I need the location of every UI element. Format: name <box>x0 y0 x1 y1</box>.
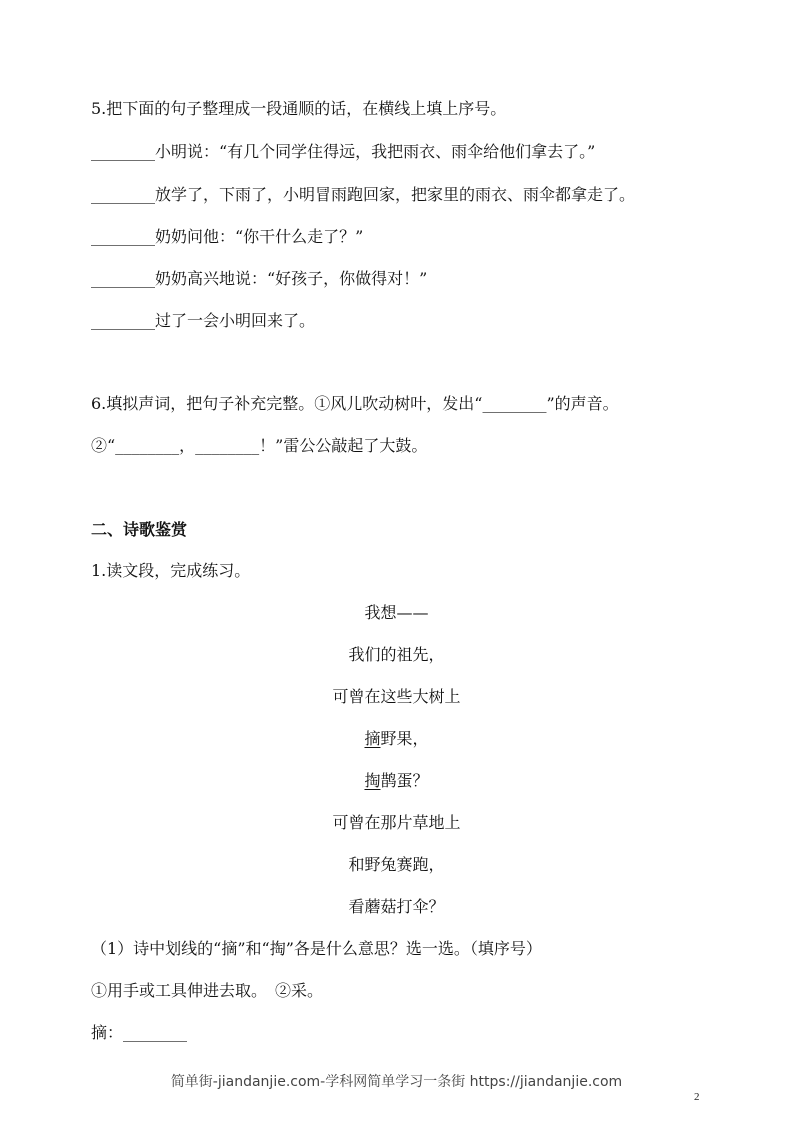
answer-blank: ________ <box>91 142 155 161</box>
answer-blank: ________ <box>91 311 155 330</box>
sub-question-text: （1）诗中划线的“摘”和“掏”各是什么意思？选一选。（填序号） <box>91 939 542 958</box>
answer-blank: ________ <box>91 269 155 288</box>
poem-line: 可曾在那片草地上 <box>332 813 461 832</box>
question-5-item <box>91 185 635 205</box>
page-number: 2 <box>694 1091 700 1103</box>
poem-line: 摘野果， <box>364 729 429 748</box>
question-5-title: 5.把下面的句子整理成一段通顺的话，在横线上填上序号。 <box>91 99 507 118</box>
poem-line: 和野兔赛跑， <box>348 855 445 874</box>
answer-blank: ________ <box>91 227 155 246</box>
sub-question-answer: 摘：________ <box>91 1023 188 1042</box>
underlined-word: 摘 <box>364 729 381 748</box>
underlined-word: 掏 <box>364 771 381 790</box>
question-5-item <box>91 311 315 331</box>
section-question-1: 1.读文段，完成练习。 <box>91 561 251 580</box>
poem-line: 掏鹊蛋？ <box>364 771 429 790</box>
section-heading: 二、诗歌鉴赏 <box>91 520 188 539</box>
item-text: 放学了，下雨了，小明冒雨跑回家，把家里的雨衣、雨伞都拿走了。 <box>155 185 636 204</box>
poem-line: 我想—— <box>364 603 429 622</box>
question-6-line-2: ②“________，________！”雷公公敲起了大鼓。 <box>91 436 428 455</box>
question-5-item <box>91 227 363 247</box>
question-5-item <box>91 142 595 162</box>
question-5-item <box>91 269 427 289</box>
answer-blank: ________ <box>91 185 155 204</box>
question-6-line-1: 6.填拟声词，把句子补充完整。①风儿吹动树叶，发出“________”的声音。 <box>91 394 619 413</box>
poem-line: 可曾在这些大树上 <box>332 687 461 706</box>
page-footer: 简单街-jiandanjie.com-学科网简单学习一条街 https://jiandanjie.com <box>170 1074 623 1090</box>
item-text: 奶奶问他：“你干什么走了？” <box>155 227 364 246</box>
poem-line: 我们的祖先， <box>348 645 445 664</box>
item-text: 过了一会小明回来了。 <box>155 311 316 330</box>
poem-line: 看蘑菇打伞？ <box>348 897 445 916</box>
item-text: 奶奶高兴地说：“好孩子，你做得对！” <box>155 269 428 288</box>
sub-question-options: ①用手或工具伸进去取。 ②采。 <box>91 981 324 1000</box>
item-text: 小明说：“有几个同学住得远，我把雨衣、雨伞给他们拿去了。” <box>155 142 596 161</box>
